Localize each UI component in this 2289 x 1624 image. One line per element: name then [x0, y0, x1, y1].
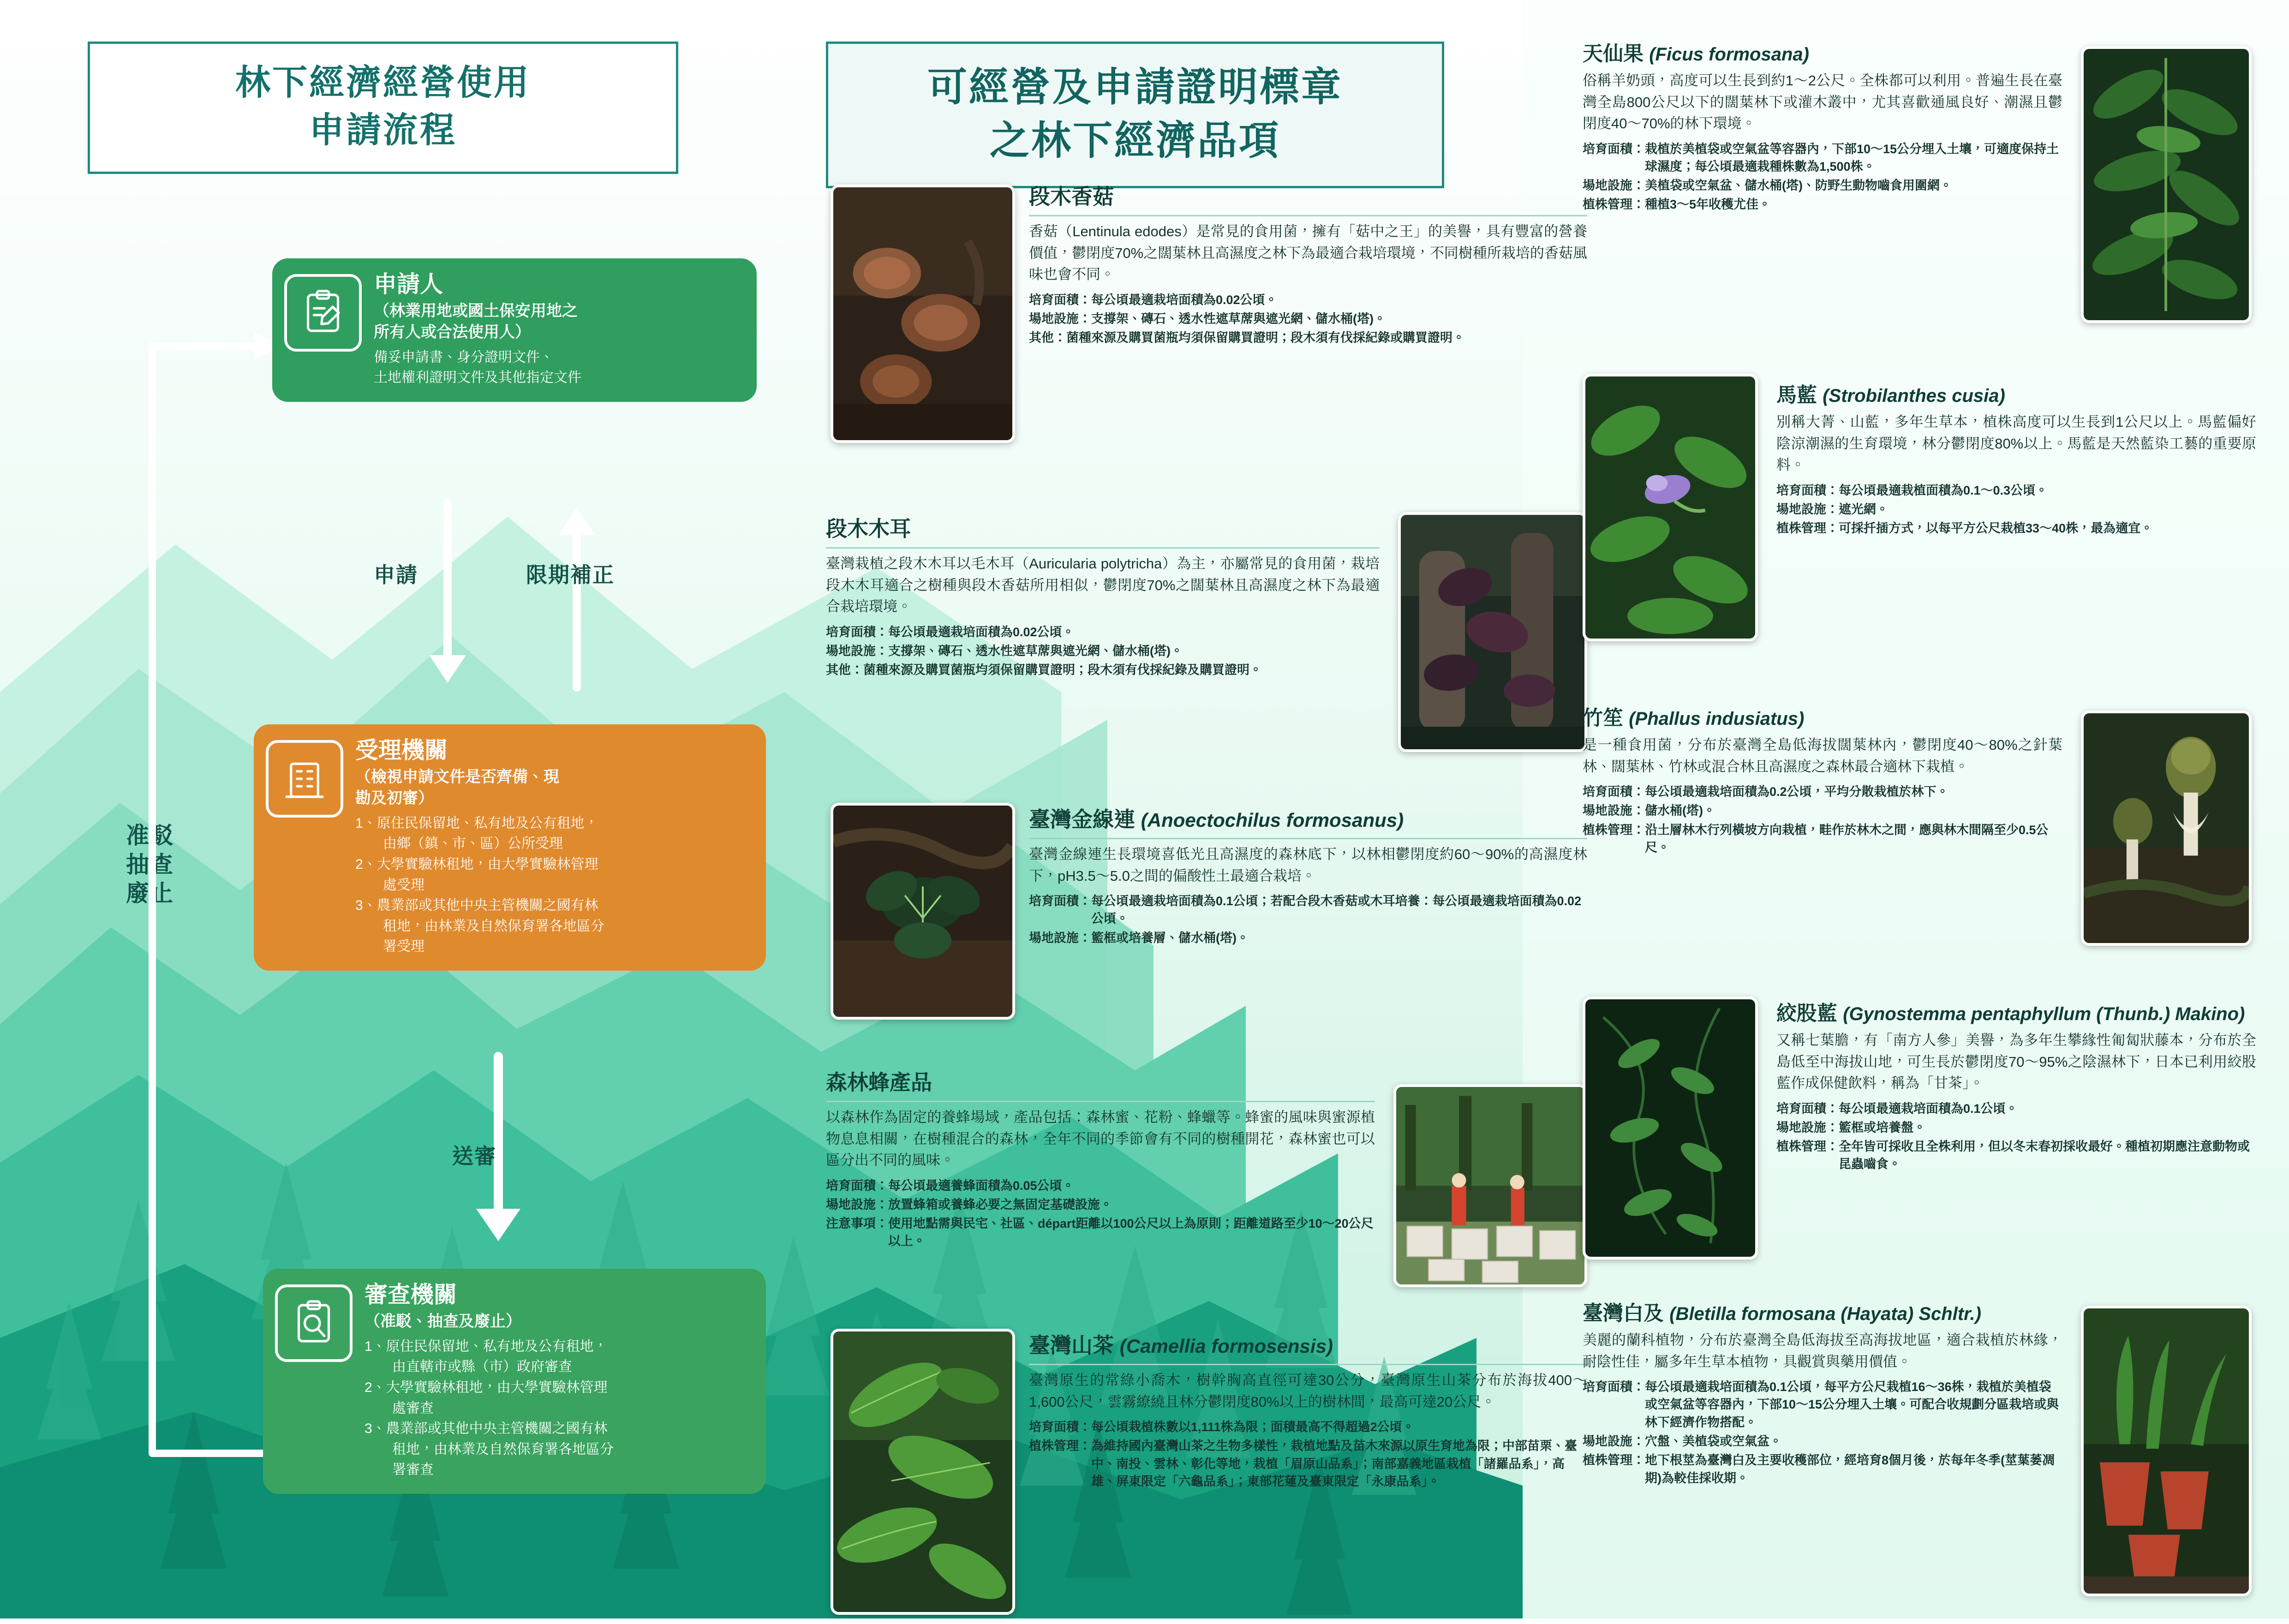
flow-node-review-title: 審查機關 — [365, 1282, 457, 1308]
spec-value: 每公頃最適栽培面積為0.1公頃。 — [1839, 1101, 2018, 1116]
flow-node-review-body — [365, 1337, 752, 1480]
species-sci: (Ficus formosana) — [1649, 44, 1809, 65]
spec-value: 籃框或培養層、儲水桶(塔)。 — [1091, 931, 1249, 945]
flow-title-line1: 林下經濟經營使用 — [235, 63, 531, 102]
flow-node-receiving-body-3: 處受理 — [355, 877, 424, 893]
spec-value: 每公頃最適栽培面積為0.02公頃。 — [888, 625, 1075, 639]
species-name: 臺灣白及 — [1583, 1302, 1664, 1325]
bletilla-pots-photo — [2081, 1306, 2252, 1596]
item-title-text: 臺灣山茶 — [1029, 1333, 1114, 1357]
item-specs-bee-products — [826, 1177, 1375, 1250]
spec-value: 放置蜂箱或養蜂必要之無固定基礎設施。 — [888, 1197, 1112, 1212]
flow-node-receiving-title: 受理機關 — [355, 737, 448, 763]
spec-key: 場地設施： — [1583, 179, 1645, 193]
flow-label-submit: 送審 — [452, 1144, 496, 1168]
spec-key: 培育面積： — [1029, 894, 1091, 908]
apply-arrow-down — [415, 498, 480, 692]
spec-key: 培育面積： — [1776, 1101, 1839, 1116]
species-desc-gynostemma: 又稱七葉膽，有「南方人參」美譽，為多年生攀緣性匍匐狀藤本，分布於全島低至中海拔山地，可生長於鬱閉度70～95%之陰濕林下，日本已利用絞股藍作成保健飲料，稱為「甘茶」。 — [1776, 1032, 2256, 1091]
species-card-bamboo-fungus[interactable] — [1583, 701, 2256, 987]
flow-node-review-body-5: 租地，由林業及自然保育署各地區分 — [365, 1441, 614, 1457]
flow-node-receiving-body-0: 1、原住民保留地、私有地及公有租地， — [355, 815, 598, 831]
species-desc-bamboo-fungus: 是一種食用菌，分布於臺灣全島低海拔闊葉林內，鬱閉度40～80%之針葉林、闊葉林、竹林或混合林且高濕度之森林最合適林下栽植。 — [1583, 737, 2062, 775]
spec-value: 全年皆可採收且全株利用，但以冬末春初採收最好。種植初期應注意動物或昆蟲嚙食。 — [1839, 1140, 2250, 1171]
item-title-sci: (Camellia formosensis) — [1119, 1335, 1333, 1357]
item-card-wood-ear[interactable] — [826, 512, 1592, 789]
flow-side-label-l1: 准駁 — [126, 823, 174, 848]
species-name: 馬藍 — [1776, 384, 1817, 406]
species-desc-strobilanthes: 別稱大菁、山藍，多年生草本，植株高度可以生長到1公尺以上。馬藍偏好陰涼潮濕的生育環境，林分鬱閉度80%以上。馬藍是天然藍染工藝的重要原料。 — [1776, 414, 2256, 473]
flow-panel-title — [88, 42, 678, 174]
spec-key: 植株管理： — [1583, 1453, 1645, 1468]
flow-node-review-subtitle: （准駁、抽查及廢止） — [365, 1313, 521, 1330]
spec-key: 植株管理： — [1776, 521, 1839, 536]
clipboard-pen-icon — [284, 274, 362, 352]
item-title-taiwan-tea — [1029, 1329, 1587, 1365]
species-specs-bletilla — [1583, 1378, 2062, 1487]
item-card-shiitake[interactable] — [826, 180, 1592, 475]
spec-value: 穴盤、美植袋或空氣盆。 — [1645, 1434, 1782, 1448]
spec-key: 培育面積： — [1583, 1380, 1645, 1394]
spec-key: 場地設施： — [1029, 931, 1091, 945]
species-section — [1583, 37, 2256, 1606]
species-title-bletilla — [1583, 1296, 2062, 1326]
flow-node-applicant-subtitle-l1: （林業用地或國土保安用地之 — [374, 302, 578, 320]
flow-node-review-body-3: 處審查 — [365, 1400, 434, 1416]
bamboo-fungus-photo — [2081, 710, 2252, 946]
spec-value: 為維持國內臺灣山茶之生物多樣性，栽植地點及苗木來源以原生育地為限；中部苗栗、臺中、南投、雲林、彰化等地，栽植「眉原山品系」；南部嘉義地區栽植「諸羅品系」，高雄、屏東限定「六龜品系」；東部花蓮及臺東限定「永康品系」。 — [1091, 1439, 1577, 1488]
tea-leaf-photo — [831, 1329, 1015, 1615]
spec-key: 植株管理： — [1776, 1140, 1839, 1154]
items-title-line1: 可經營及申請證明標章 — [927, 65, 1343, 109]
species-sci: (Strobilanthes cusia) — [1823, 386, 2005, 406]
office-building-icon — [266, 740, 343, 818]
spec-value: 沿土層林木行列橫坡方向栽植，畦作於林木之間，應與林木間隔至少0.5公尺。 — [1645, 823, 2049, 854]
spec-key: 培育面積： — [1583, 785, 1645, 799]
species-card-ficus[interactable] — [1583, 37, 2256, 355]
item-title-wood-ear: 段木木耳 — [826, 512, 1380, 549]
item-title-jewel-orchid — [1029, 803, 1587, 839]
flow-side-label-l2: 抽查 — [126, 851, 174, 878]
spec-value: 每公頃最適栽培面積為0.1公頃；若配合段木香菇或木耳培養：每公頃最適栽培面積為0.02公頃。 — [1091, 894, 1582, 926]
flow-node-applicant-subtitle-l2: 所有人或合法使用人） — [374, 323, 531, 341]
spec-value: 可採扦插方式，以每平方公尺栽植33～40株，最為適宜。 — [1839, 521, 2153, 536]
flow-node-receiving-body-5: 租地，由林業及自然保育署各地區分 — [355, 918, 604, 934]
spec-value: 儲水桶(塔)。 — [1645, 804, 1715, 818]
flow-node-applicant-body — [374, 348, 743, 388]
flow-node-applicant-body-1: 土地權利證明文件及其他指定文件 — [374, 370, 581, 386]
flow-node-receiving-authority[interactable] — [254, 724, 766, 971]
spec-key: 其他： — [1029, 331, 1066, 345]
item-title-bee-products: 森林蜂產品 — [826, 1066, 1375, 1102]
species-title-gynostemma — [1776, 997, 2256, 1026]
items-title-line2: 之林下經濟品項 — [990, 119, 1280, 163]
spec-value: 每公頃最適養蜂面積為0.05公頃。 — [888, 1178, 1075, 1193]
spec-value: 美植袋或空氣盆、儲水桶(塔)、防野生動物嚙食用圍網。 — [1645, 179, 1952, 193]
spec-key: 植株管理： — [1583, 823, 1645, 837]
species-desc-bletilla: 美麗的蘭科植物，分布於臺灣全島低海拔至高海拔地區，適合栽植於林緣，耐陰性佳，屬多年生草本植物，具觀賞與藥用價值。 — [1583, 1332, 2062, 1370]
species-desc-ficus: 俗稱羊奶頭，高度可以生長到約1～2公尺。全株都可以利用。普遍生長在臺灣全島800公尺以下的闊葉林下或灌木叢中，尤其喜歡通風良好、潮濕且鬱閉度40～70%的林下環境。 — [1583, 72, 2062, 131]
spec-key: 培育面積： — [1583, 142, 1645, 156]
species-sci: (Phallus indusiatus) — [1629, 709, 1805, 729]
flow-title-line2: 申請流程 — [309, 110, 457, 150]
species-name: 天仙果 — [1583, 42, 1644, 65]
spec-key: 場地設施： — [1776, 1120, 1839, 1134]
species-specs-gynostemma — [1776, 1100, 2256, 1173]
flow-node-receiving-subtitle-l2: 勘及初審） — [355, 789, 434, 807]
item-desc-wood-ear: 臺灣栽植之段木木耳以毛木耳（Auricularia polytricha）為主，亦屬常見的食用菌，栽培段木木耳適合之樹種與段木香菇所用相似，鬱閉度70%之闊葉林且高濕度之林下為最適合栽培環境。 — [826, 555, 1380, 615]
flow-node-receiving-subtitle-l1: （檢視申請文件是否齊備、現 — [355, 768, 559, 786]
spec-value: 籃框或培養盤。 — [1839, 1120, 1926, 1134]
item-specs-shiitake — [1029, 291, 1587, 347]
strobilanthes-flower-photo — [1583, 374, 1758, 641]
species-card-bletilla[interactable] — [1583, 1296, 2256, 1619]
species-card-gynostemma[interactable] — [1583, 987, 2256, 1296]
spec-value: 支撐架、磚石、透水性遮草蓆與遮光網、儲水桶(塔)。 — [888, 644, 1183, 658]
spec-value: 每公頃最適栽植面積為0.1～0.3公頃。 — [1839, 483, 2048, 497]
item-title-shiitake: 段木香菇 — [1029, 180, 1587, 216]
flow-node-applicant-title: 申請人 — [374, 271, 443, 297]
items-panel-title — [826, 42, 1444, 188]
species-specs-ficus — [1583, 140, 2062, 214]
spec-key: 注意事項： — [826, 1217, 888, 1231]
flow-node-receiving-body-1: 由鄉（鎮、市、區）公所受理 — [355, 836, 563, 852]
flow-node-review-body-4: 3、農業部或其他中央主管機關之國有林 — [365, 1421, 608, 1437]
species-title-ficus — [1583, 37, 2062, 66]
spec-key: 其他： — [826, 663, 863, 677]
item-desc-bee-products: 以森林作為固定的養蜂場域，產品包括：森林蜜、花粉、蜂蠟等。蜂蜜的風味與蜜源植物息息相關，在樹種混合的森林，全年不同的季節會有不同的樹種開花，森林蜜也可以區分出不同的風味。 — [826, 1109, 1375, 1168]
spec-key: 場地設施： — [826, 644, 888, 658]
shiitake-logs-photo — [831, 185, 1015, 443]
spec-value: 菌種來源及購買菌瓶均須保留購買證明；段木須有伐採紀錄及購買證明。 — [863, 663, 1262, 677]
species-title-strobilanthes — [1776, 378, 2256, 408]
flow-node-receiving-body-6: 署受理 — [355, 939, 424, 955]
clipboard-search-icon — [275, 1284, 353, 1362]
spec-value: 栽植於美植袋或空氣盆等容器內，下部10～15公分埋入土壤，可適度保持土球濕度；每公頃最適栽種株數為1,500株。 — [1645, 142, 2059, 173]
flow-node-applicant-body-0: 備妥申請書、身分證明文件、 — [374, 349, 554, 365]
application-flow-section — [55, 42, 812, 1601]
flow-side-label-l3: 廢止 — [126, 880, 174, 906]
spec-value: 每公頃最適栽培面積為0.1公頃，每平方公尺栽植16～36株，栽植於美植袋或空氣盆等容器內，下部10～15公分埋入土壤。可配合收規劃分區栽培或與林下經濟作物搭配。 — [1645, 1380, 2059, 1429]
beekeeping-photo — [1393, 1084, 1587, 1287]
flow-node-review-body-2: 2、大學實驗林租地，由大學實驗林管理 — [365, 1380, 608, 1396]
spec-key: 場地設施： — [1583, 1434, 1645, 1448]
spec-value: 種植3～5年收穫尤佳。 — [1645, 197, 1771, 212]
spec-key: 培育面積： — [1029, 293, 1091, 307]
supplement-arrow-up — [544, 498, 609, 692]
flow-node-applicant[interactable] — [272, 258, 757, 402]
spec-key: 場地設施： — [1029, 311, 1091, 326]
flow-node-receiving-body-2: 2、大學實驗林租地，由大學實驗林管理 — [355, 856, 598, 872]
spec-value: 每公頃最適栽培面積為0.2公頃，平均分散栽植於林下。 — [1645, 785, 1949, 799]
flow-label-apply: 申請 — [374, 563, 418, 587]
species-sci: (Gynostemma pentaphyllum (Thunb.) Makino) — [1843, 1004, 2245, 1024]
flow-node-review-authority[interactable] — [263, 1269, 766, 1494]
item-card-jewel-orchid[interactable] — [826, 803, 1592, 1061]
spec-key: 場地設施： — [1776, 502, 1839, 516]
spec-key: 培育面積： — [1029, 1420, 1091, 1434]
item-desc-taiwan-tea: 臺灣原生的常綠小喬木，樹幹胸高直徑可達30公分，臺灣原生山茶分布於海拔400～1,600公尺，雲霧繚繞且林分鬱閉度80%以上的樹林間，最高可達20公尺。 — [1029, 1372, 1587, 1410]
species-name: 竹笙 — [1583, 707, 1623, 729]
spec-value: 使用地點需與民宅、社區、départ距離以100公尺以上為原則；距離道路至少10～20公尺以上。 — [888, 1217, 1374, 1248]
species-card-strobilanthes[interactable] — [1583, 369, 2256, 669]
item-title-text: 臺灣金線連 — [1029, 807, 1135, 831]
flow-node-review-body-6: 署審查 — [365, 1462, 434, 1478]
item-specs-jewel-orchid — [1029, 892, 1587, 947]
spec-key: 植株管理： — [1583, 197, 1645, 212]
gynostemma-vine-photo — [1583, 997, 1758, 1260]
spec-value: 地下根莖為臺灣白及主要收穫部位，經培育8個月後，於每年冬季(莖葉萎凋期)為較佳採收期。 — [1645, 1453, 2055, 1485]
item-desc-shiitake: 香菇（Lentinula edodes）是常見的食用菌，擁有「菇中之王」的美譽，具有豐富的營養價值，鬱閉度70%之闊葉林且高濕度之林下為最適合栽培環境，不同樹種所栽培的香菇風味也會不同。 — [1029, 223, 1587, 282]
item-specs-taiwan-tea — [1029, 1418, 1587, 1490]
item-specs-wood-ear — [826, 623, 1380, 679]
spec-key: 培育面積： — [826, 625, 888, 639]
spec-value: 每公頃栽植株數以1,111株為限；面積最高不得超過2公頃。 — [1091, 1420, 1415, 1434]
spec-value: 支撐架、磚石、透水性遮草蓆與遮光網、儲水桶(塔)。 — [1091, 311, 1386, 326]
ficus-leaves-photo — [2081, 46, 2252, 323]
spec-value: 菌種來源及購買菌瓶均須保留購買證明；段木須有伐採紀錄或購買證明。 — [1066, 331, 1465, 345]
spec-key: 植株管理： — [1029, 1439, 1091, 1453]
spec-value: 每公頃最適栽培面積為0.02公頃。 — [1091, 293, 1278, 307]
species-sci: (Bletilla formosana (Hayata) Schltr.) — [1669, 1304, 1981, 1324]
species-specs-strobilanthes — [1776, 482, 2256, 537]
species-specs-bamboo-fungus — [1583, 783, 2062, 856]
flow-node-review-body-0: 1、原住民保留地、私有地及公有租地， — [365, 1338, 608, 1354]
spec-key: 場地設施： — [826, 1197, 888, 1212]
wood-ear-logs-photo — [1398, 512, 1587, 752]
item-desc-jewel-orchid: 臺灣金線連生長環境喜低光且高濕度的森林底下，以林相鬱閉度約60～90%的高濕度林下，pH3.5～5.0之間的偏酸性土最適合栽培。 — [1029, 846, 1587, 884]
flow-node-receiving-body-4: 3、農業部或其他中央主管機關之國有林 — [355, 898, 598, 914]
jewel-orchid-photo — [831, 803, 1015, 1020]
flow-label-supplement: 限期補正 — [526, 563, 615, 587]
spec-key: 場地設施： — [1583, 804, 1645, 818]
species-title-bamboo-fungus — [1583, 701, 2062, 731]
spec-key: 培育面積： — [826, 1178, 888, 1193]
item-card-bee-products[interactable] — [826, 1066, 1592, 1324]
spec-value: 遮光網。 — [1839, 502, 1889, 516]
item-title-sci: (Anoectochilus formosanus) — [1141, 809, 1404, 831]
spec-key: 培育面積： — [1776, 483, 1839, 497]
item-card-taiwan-tea[interactable] — [826, 1329, 1592, 1624]
species-name: 絞股藍 — [1776, 1002, 1837, 1025]
flow-node-receiving-body — [355, 814, 752, 957]
economic-items-section — [826, 42, 1592, 1601]
flow-node-review-body-1: 由直轄市或縣（市）政府審查 — [365, 1359, 572, 1375]
